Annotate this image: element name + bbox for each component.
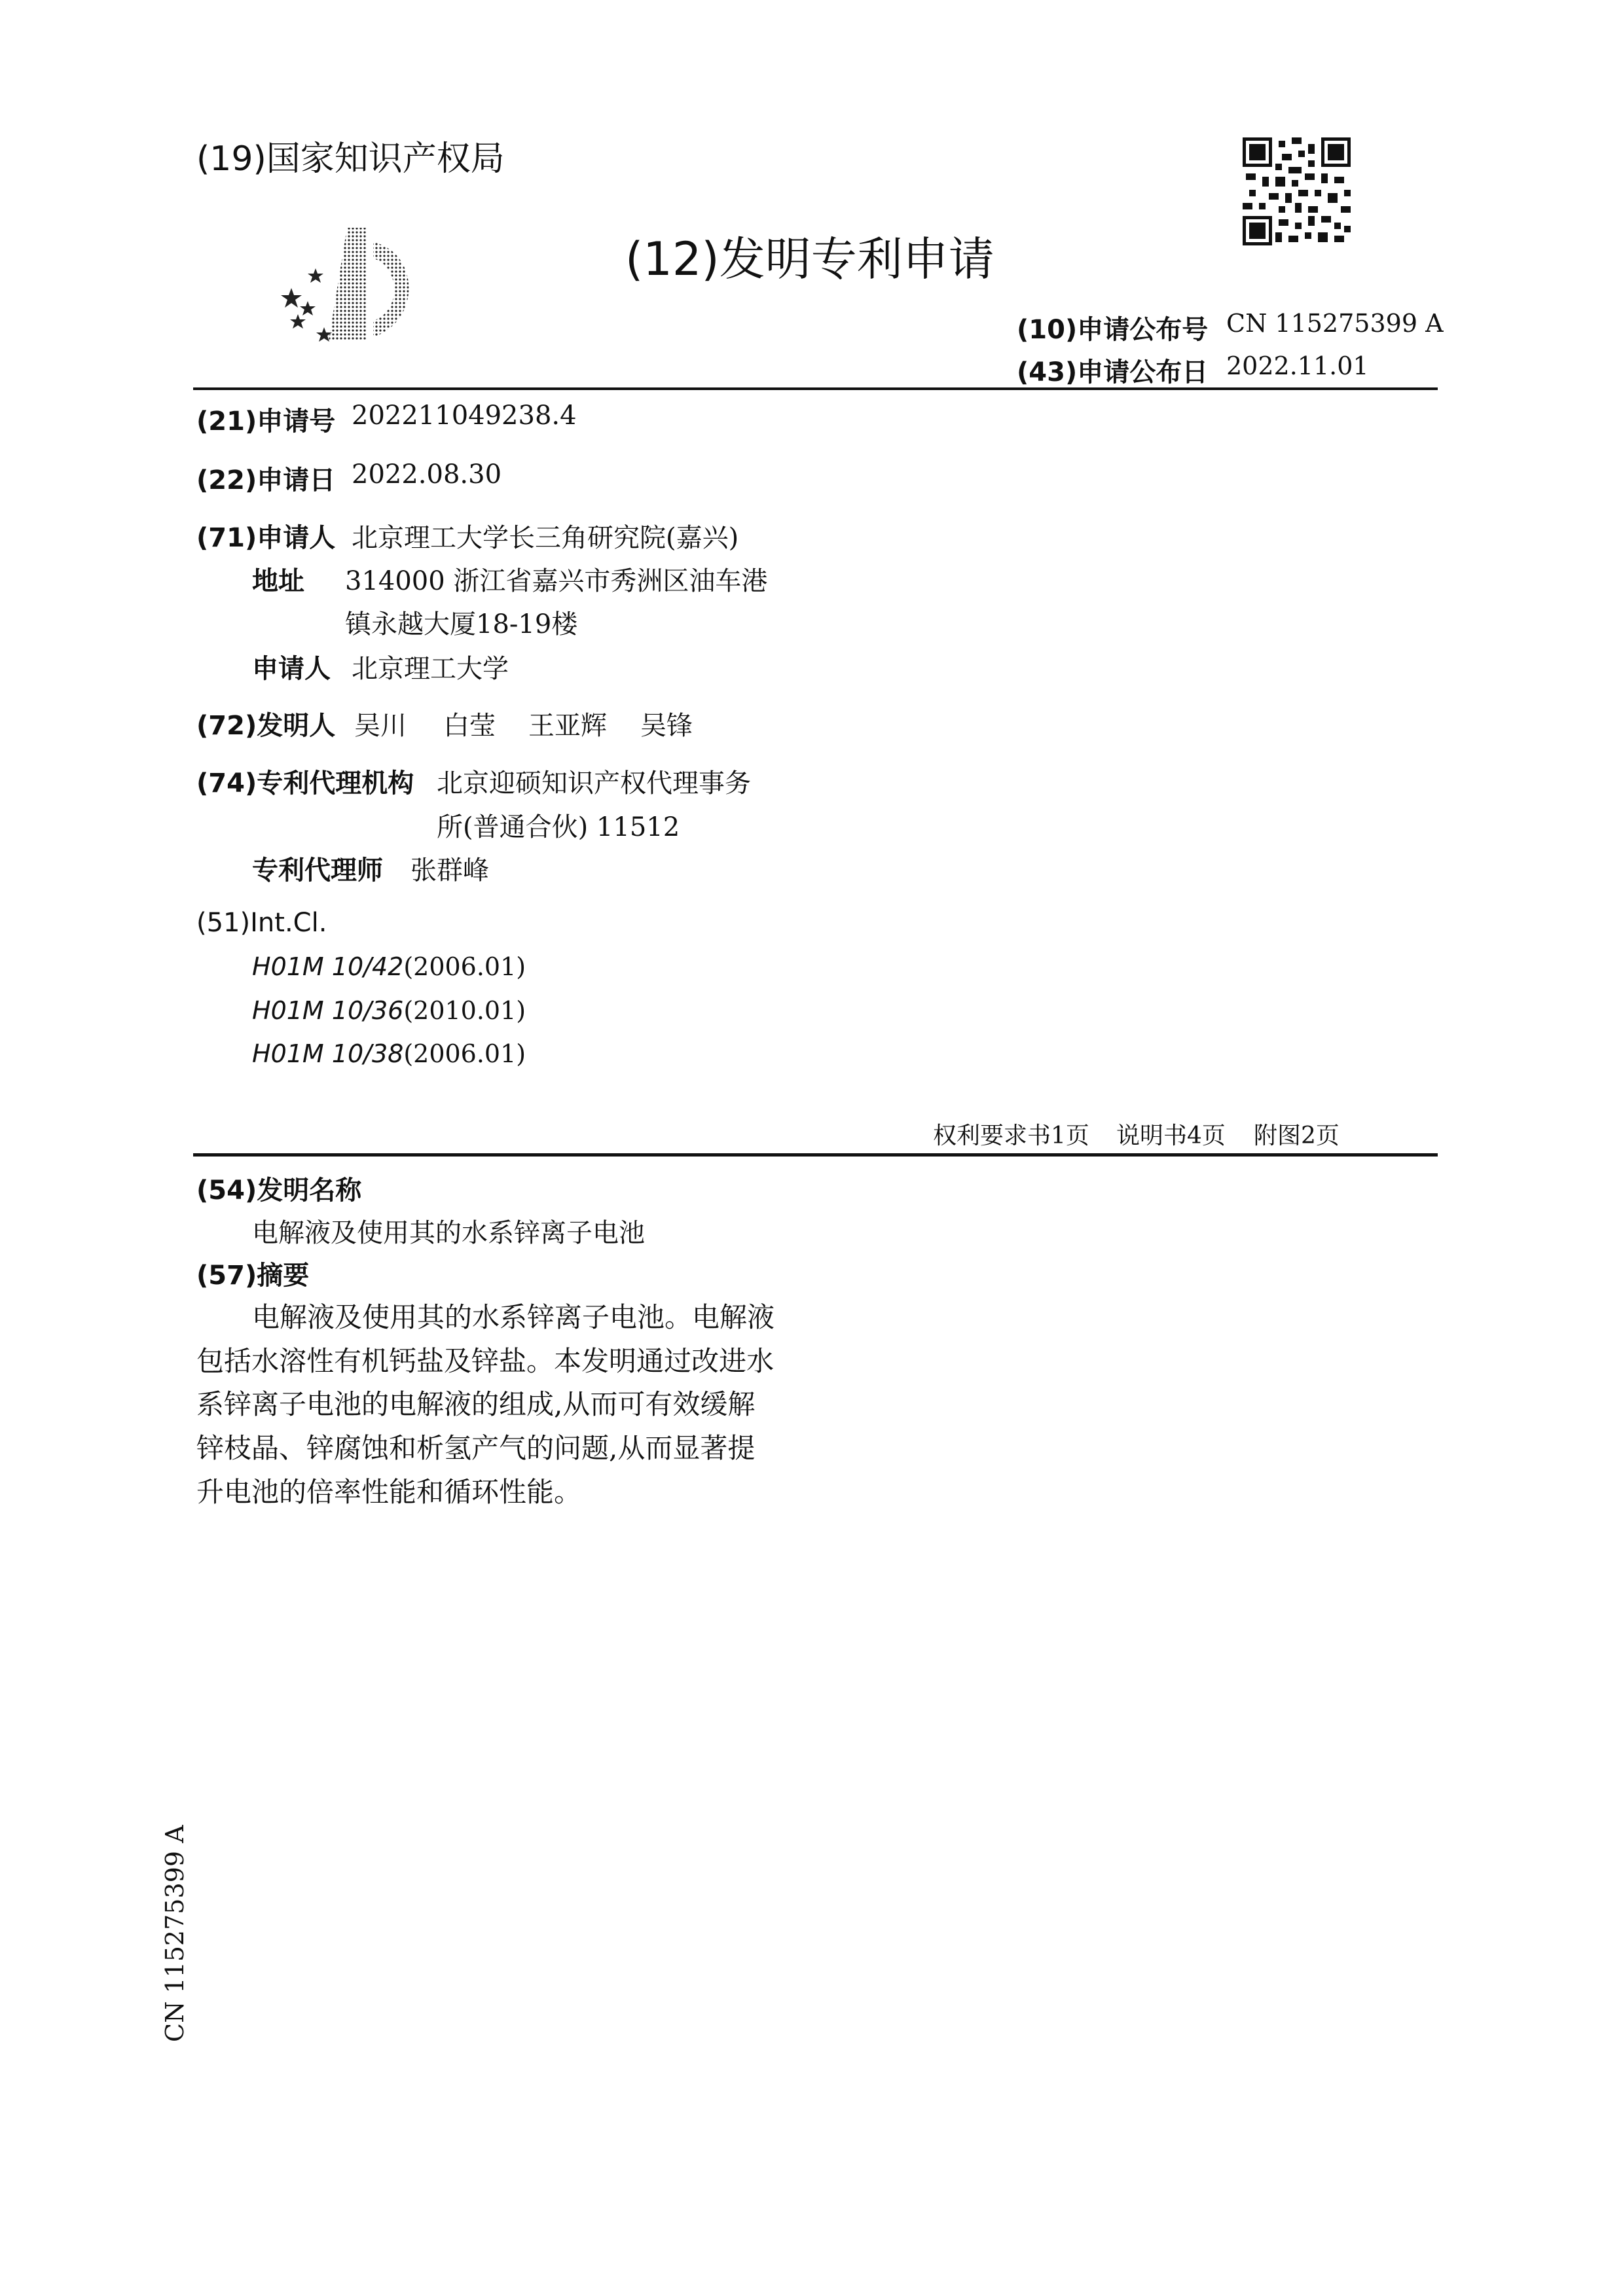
ipc-code: H01M 10/42 — [252, 952, 404, 981]
drawings-page-count: 附图2页 — [1254, 1122, 1340, 1149]
description-page-count: 说明书4页 — [1116, 1122, 1226, 1149]
applicant: 北京理工大学长三角研究院(嘉兴) — [352, 523, 739, 553]
applicant-2-label: 申请人 — [252, 654, 331, 684]
claims-page-count: 权利要求书1页 — [933, 1122, 1089, 1149]
publication-date: 2022.11.01 — [1226, 351, 1369, 380]
application-number-label: (21)申请号 — [196, 406, 336, 437]
publication-number: CN 115275399 A — [1226, 309, 1444, 338]
inventor-name: 吴川 — [354, 711, 407, 741]
inventor-name: 王亚辉 — [528, 711, 607, 741]
side-publication-number: CN 115275399 A — [160, 1825, 189, 2042]
cnipa-emblem-icon — [268, 223, 426, 347]
agency-line-2: 所(普通合伙) 11512 — [437, 812, 680, 842]
abstract-line: 系锌离子电池的电解液的组成,从而可有效缓解 — [196, 1388, 756, 1420]
inventor-name: 白莹 — [443, 711, 496, 741]
agency-label: (74)专利代理机构 — [196, 768, 414, 798]
address-line-2: 镇永越大厦18-19楼 — [345, 609, 578, 639]
abstract-line: 升电池的倍率性能和循环性能。 — [196, 1476, 582, 1508]
header-divider — [193, 387, 1438, 390]
application-number: 202211049238.4 — [352, 401, 577, 431]
inventor-label: (72)发明人 — [196, 711, 336, 741]
publication-date-label: (43)申请公布日 — [1017, 357, 1209, 387]
ipc-date: (2010.01) — [403, 996, 526, 1025]
inventor-name: 吴锋 — [640, 711, 693, 741]
applicant-label: (71)申请人 — [196, 523, 336, 553]
address-line-1: 314000 浙江省嘉兴市秀洲区油车港 — [345, 566, 768, 596]
abstract-line: 锌枝晶、锌腐蚀和析氢产气的问题,从而显著提 — [196, 1432, 756, 1464]
ipc-date: (2006.01) — [403, 1039, 526, 1068]
invention-title: 电解液及使用其的水系锌离子电池 — [252, 1218, 645, 1248]
section-divider — [193, 1153, 1438, 1157]
agent-label: 专利代理师 — [252, 855, 383, 886]
ipc-entry — [252, 952, 526, 981]
publication-number-label: (10)申请公布号 — [1017, 315, 1209, 345]
ipc-entry — [252, 996, 526, 1025]
application-date: 2022.08.30 — [352, 459, 502, 490]
abstract-line: 包括水溶性有机钙盐及锌盐。本发明通过改进水 — [196, 1345, 775, 1377]
qr-code-icon — [1243, 137, 1351, 245]
address-label: 地址 — [252, 566, 304, 596]
ipc-date: (2006.01) — [403, 952, 526, 981]
agent: 张群峰 — [410, 855, 489, 886]
invention-title-label: (54)发明名称 — [196, 1175, 362, 1206]
abstract-label: (57)摘要 — [196, 1261, 310, 1291]
application-date-label: (22)申请日 — [196, 465, 336, 495]
int-cl-label: (51)Int.Cl. — [196, 908, 327, 938]
ipc-code: H01M 10/38 — [252, 1039, 404, 1068]
abstract-line: 电解液及使用其的水系锌离子电池。电解液 — [252, 1301, 775, 1333]
ipc-entry — [252, 1039, 526, 1068]
agency-line-1: 北京迎硕知识产权代理事务 — [437, 768, 751, 798]
document-type: (12)发明专利申请 — [625, 232, 994, 286]
applicant-2: 北京理工大学 — [352, 654, 509, 684]
office-name: (19)国家知识产权局 — [196, 139, 505, 179]
ipc-code: H01M 10/36 — [252, 996, 404, 1025]
